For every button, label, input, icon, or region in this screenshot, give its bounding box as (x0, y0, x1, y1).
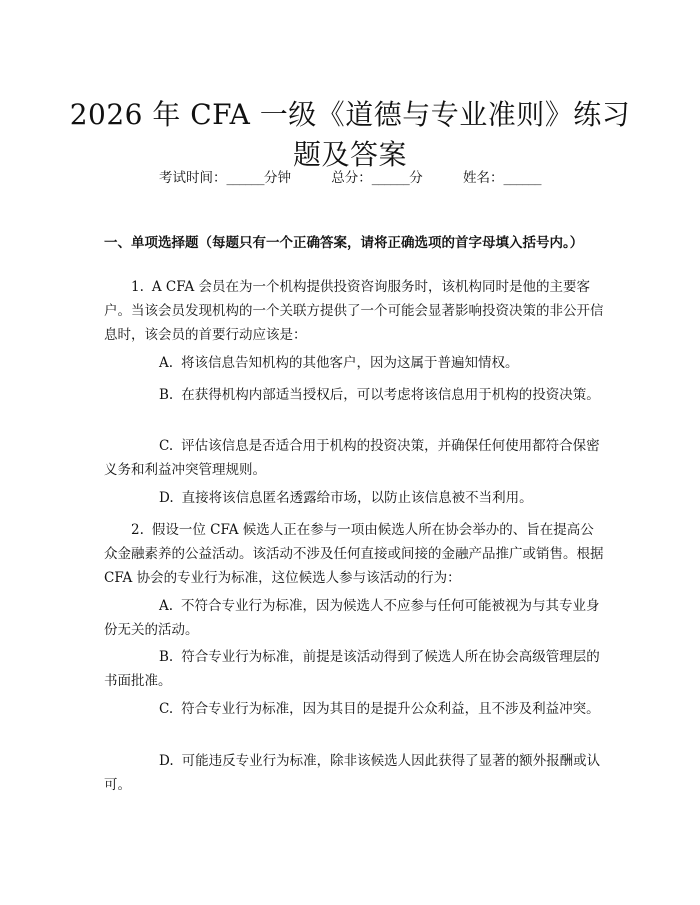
section-heading: 一、单项选择题（每题只有一个正确答案，请将正确选项的首字母填入括号内。） (104, 235, 584, 251)
option-letter: A. (159, 598, 174, 614)
exam-time-label: 考试时间： (158, 170, 227, 186)
option-letter: B. (159, 387, 174, 403)
option-letter: C. (159, 438, 174, 454)
question-2-option-c (104, 697, 604, 721)
exam-info (60, 168, 640, 188)
question-1-option-d (104, 486, 604, 510)
total-score-label: 总分： (331, 170, 372, 186)
question-1 (104, 275, 604, 347)
option-letter: A. (159, 355, 174, 371)
option-letter: C. (159, 701, 174, 717)
question-1-text: A CFA 会员在为一个机构提供投资咨询服务时，该机构同时是他的主要客户。当该会员发现机构的一个关联方提供了一个可能会显著影响投资决策的非公开信息时，该会员的首要行动应该是： (104, 279, 604, 343)
question-2-number: 2. (131, 522, 144, 538)
question-2-option-a (104, 594, 604, 642)
exam-time-unit: 分钟 (263, 170, 291, 186)
name-label: 姓名： (463, 170, 504, 186)
document-title: 2026 年 CFA 一级《道德与专业准则》练习题及答案 (69, 97, 631, 171)
option-text: 符合专业行为标准，前提是该活动得到了候选人所在协会高级管理层的书面批准。 (104, 649, 600, 689)
question-1-number: 1. (131, 279, 144, 295)
option-letter: D. (159, 753, 174, 769)
option-text: 评估该信息是否适合用于机构的投资决策，并确保任何使用都符合保密义务和利益冲突管理规则。 (104, 438, 600, 478)
question-2-text: 假设一位 CFA 候选人正在参与一项由候选人所在协会举办的、旨在提高公众金融素养的公益活动。该活动不涉及任何直接或间接的金融产品推广或销售。根据 CFA 协会的专业行为标准，这位候选人参与该活动的行为： (104, 522, 604, 586)
option-text: 在获得机构内部适当授权后，可以考虑将该信息用于机构的投资决策。 (181, 387, 600, 403)
option-text: 直接将该信息匿名透露给市场，以防止该信息被不当利用。 (181, 490, 533, 506)
total-score-field (331, 170, 423, 186)
option-text: 不符合专业行为标准，因为候选人不应参与任何可能被视为与其专业身份无关的活动。 (104, 598, 600, 638)
option-text: 可能违反专业行为标准，除非该候选人因此获得了显著的额外报酬或认可。 (104, 753, 601, 793)
question-1-option-b (104, 383, 604, 407)
option-letter: D. (159, 490, 174, 506)
question-2-option-d (104, 749, 604, 797)
question-1-option-c (104, 434, 604, 482)
question-1-option-a (104, 351, 604, 375)
total-score-unit: 分 (409, 170, 423, 186)
option-letter: B. (159, 649, 174, 665)
option-text: 将该信息告知机构的其他客户，因为这属于普遍知情权。 (181, 355, 519, 371)
question-2 (104, 518, 604, 590)
name-blank: ______ (503, 170, 542, 186)
total-score-blank: ______ (371, 170, 410, 186)
exam-time-field (159, 170, 291, 186)
option-text: 符合专业行为标准，因为其目的是提升公众利益，且不涉及利益冲突。 (181, 701, 600, 717)
name-field (463, 170, 541, 186)
question-2-option-b (104, 645, 604, 693)
exam-time-blank: ______ (226, 170, 264, 186)
